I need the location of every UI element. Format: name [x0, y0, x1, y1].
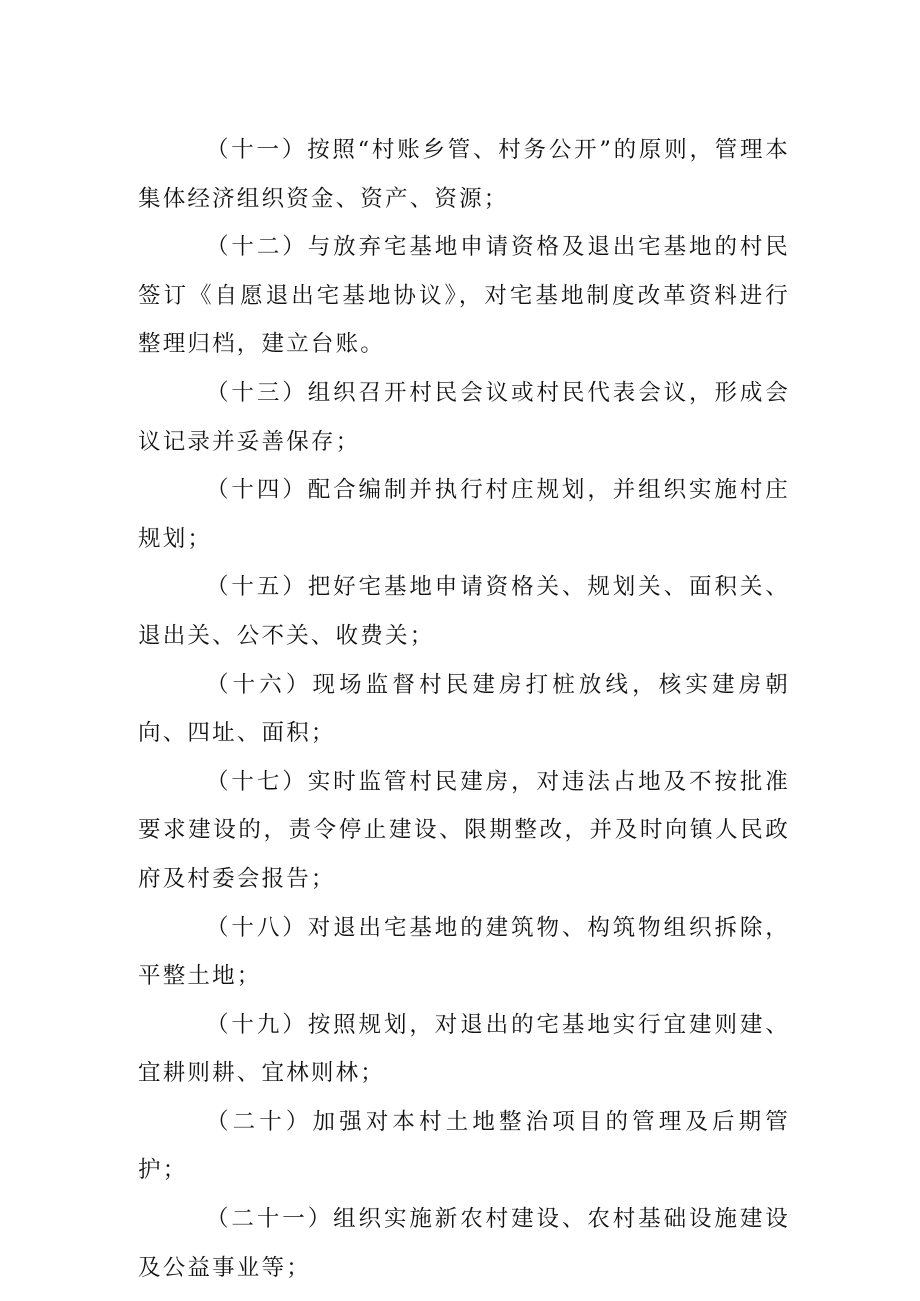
document-body [138, 126, 790, 1292]
paragraph-13: （十三）组织召开村民会议或村民代表会议，形成会议记录并妥善保存； [138, 379, 790, 455]
paragraph-19: （十九）按照规划，对退出的宅基地实行宜建则建、宜耕则耕、宜林则林； [138, 1011, 790, 1087]
paragraph-11: （十一）按照“村账乡管、村务公开”的原则，管理本集体经济组织资金、资产、资源； [138, 137, 790, 212]
paragraph-15: （十五）把好宅基地申请资格关、规划关、面积关、退出关、公不关、收费关； [138, 574, 790, 649]
paragraph-12: （十二）与放弃宅基地申请资格及退出宅基地的村民签订《自愿退出宅基地协议》，对宅基地制度改革资料进行整理归档，建立台账。 [138, 234, 790, 358]
paragraph-21: （二十一）组织实施新农村建设、农村基础设施建设及公益事业等； [138, 1206, 790, 1281]
paragraph-18: （十八）对退出宅基地的建筑物、构筑物组织拆除，平整土地； [138, 914, 790, 990]
paragraph-20: （二十）加强对本村土地整治项目的管理及后期管护； [138, 1108, 790, 1184]
paragraph-14: （十四）配合编制并执行村庄规划，并组织实施村庄规划； [138, 477, 790, 552]
paragraph-16: （十六）现场监督村民建房打桩放线，核实建房朝向、四址、面积； [138, 671, 790, 747]
paragraph-17: （十七）实时监管村民建房，对违法占地及不按批准要求建设的，责令停止建设、限期整改，并及时向镇人民政府及村委会报告； [138, 768, 790, 892]
